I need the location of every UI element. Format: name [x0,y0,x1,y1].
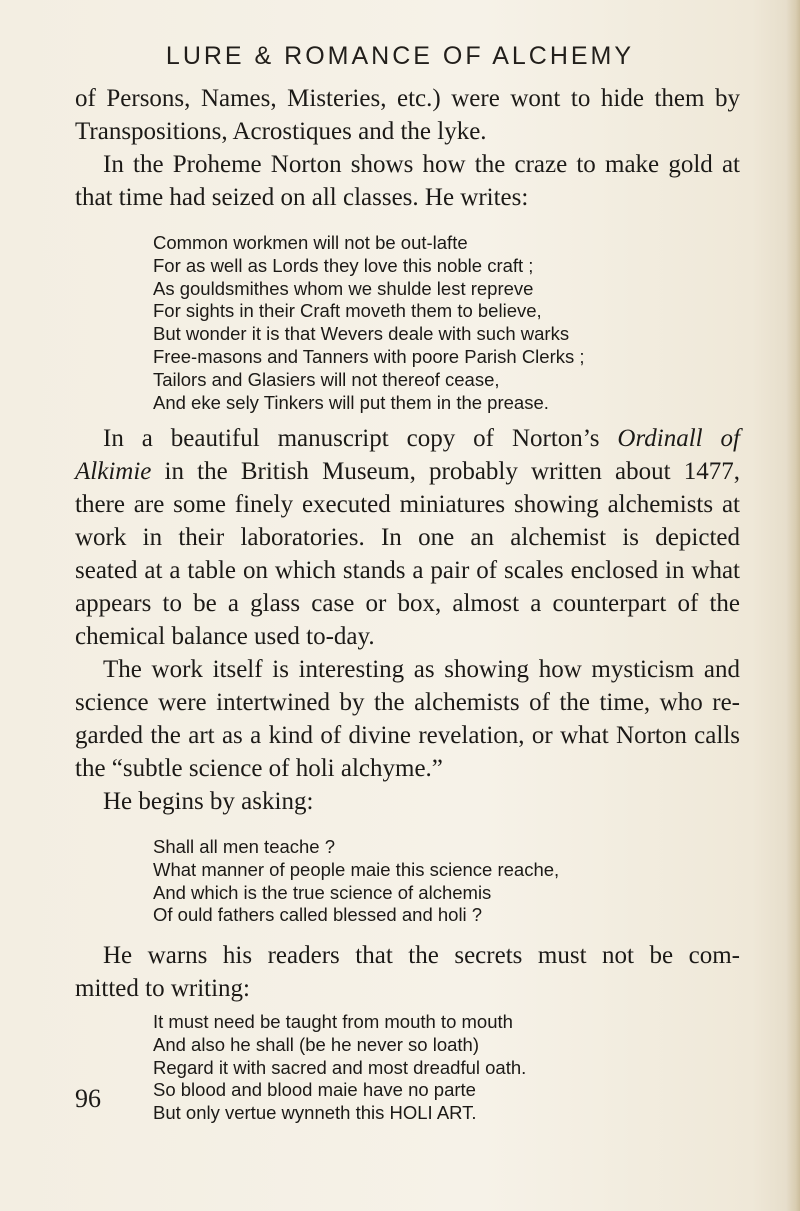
verse-line: For sights in their Craft moveth them to believe, [153,300,542,322]
verse-line: But wonder it is that Wevers deale with such warks [153,323,570,345]
verse-line: For as well as Lords they love this noble craft ; [153,254,534,276]
text-line: mitted to writing: [75,975,250,1002]
paragraph-mysticism [75,653,740,785]
verse-line: And eke sely Tinkers will put them in the prease. [153,391,549,413]
verse-quotation-mouth [153,1011,526,1125]
verse-quotation-workmen [153,232,585,414]
running-header: LURE & ROMANCE OF ALCHEMY [165,42,635,70]
verse-quotation-teache [153,836,559,927]
verse-line: Of ould fathers called blessed and holi ? [153,904,483,926]
text-line: appears to be a glass case or box, almost a counterpart of the [75,590,740,617]
verse-line: Free-masons and Tanners with poore Parish Clerks ; [153,345,585,367]
verse-line: And which is the true science of alchemis [153,881,492,903]
text-run: in the British Museum, probably written about 1477, [151,458,740,485]
verse-line: Shall all men teache ? [153,836,336,857]
text-line: He warns his readers that the secrets must not be com- [103,942,740,969]
verse-line: Common workmen will not be out-lafte [153,232,468,253]
text-line: of Persons, Names, Misteries, etc.) were wont to hide them by [75,85,740,112]
paragraph-manuscript [75,422,740,653]
text-line: seated at a table on which stands a pair of scales enclosed in what [75,557,740,584]
page-edge-shadow [786,0,800,1211]
book-title-italic: Ordinall of [617,425,740,452]
paragraph-warns [75,939,740,1005]
verse-line: But only vertue wynneth this HOLI ART. [153,1102,477,1124]
text-line: Transpositions, Acrostiques and the lyke. [75,118,487,145]
verse-line: So blood and blood maie have no parte [153,1079,476,1101]
text-line [75,422,740,455]
text-line: He begins by asking: [103,788,314,815]
verse-line: It must need be taught from mouth to mouth [153,1011,513,1032]
text-run: In a beautiful manuscript copy of Norton’s [103,425,618,452]
text-line: work in their laboratories. In one an alchemist is depicted [75,524,740,551]
paragraph-begins-asking [75,785,740,818]
page-number: 96 [75,1084,101,1113]
text-line: the “subtle science of holi alchyme.” [75,755,443,782]
paragraph-continuation [75,82,740,148]
verse-line: Tailors and Glasiers will not thereof cease, [153,368,500,390]
text-line: there are some finely executed miniatures showing alchemists at [75,491,740,518]
verse-line: What manner of people maie this science reache, [153,858,560,880]
book-title-italic: Alkimie [75,458,152,485]
text-line: chemical balance used to-day. [75,623,375,650]
text-line: garded the art as a kind of divine revelation, or what Norton calls [75,722,740,749]
text-line: In the Proheme Norton shows how the craze to make gold at [103,151,740,178]
verse-line: Regard it with sacred and most dreadful oath. [153,1056,527,1078]
verse-line: And also he shall (be he never so loath) [153,1033,480,1055]
text-line [75,455,740,488]
text-line: science were intertwined by the alchemists of the time, who re- [75,689,740,716]
verse-line: As gouldsmithes whom we shulde lest repreve [153,277,534,299]
text-line: The work itself is interesting as showing how mysticism and [103,656,740,683]
text-line: that time had seized on all classes. He writes: [75,184,529,211]
paragraph-proheme [75,148,740,214]
